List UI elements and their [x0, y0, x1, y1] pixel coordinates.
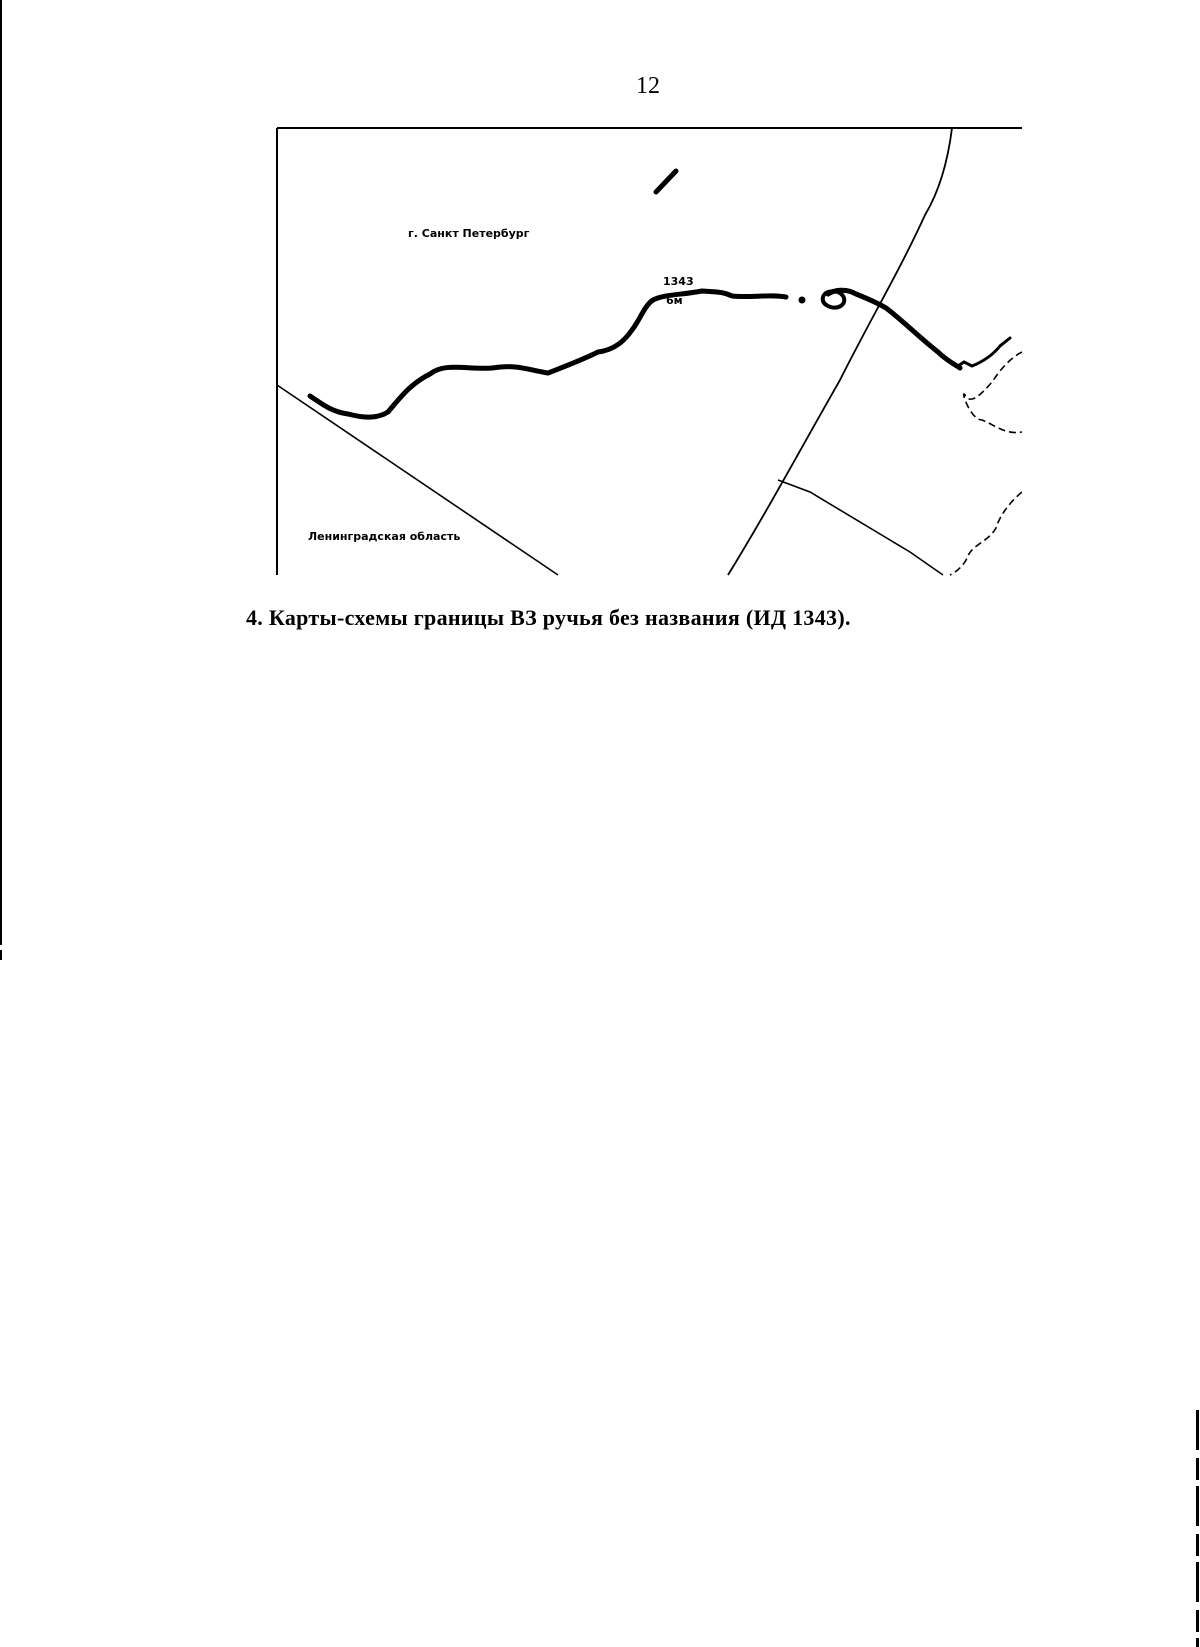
boundary-line-southwest: [277, 385, 558, 575]
page-number: 12: [636, 73, 660, 99]
scan-border-right: [1196, 1410, 1199, 1647]
map-canvas: [270, 120, 1022, 580]
city-label: г. Санкт Петербург: [408, 227, 530, 240]
water-body-outline-lower: [950, 492, 1022, 575]
stream-line-end: [958, 338, 1010, 366]
scan-border-left-tick: [0, 950, 2, 960]
stream-line: [310, 291, 786, 417]
region-label: Ленинградская область: [308, 530, 461, 543]
stream-id-label: 1343: [663, 275, 694, 288]
figure-caption: 4. Карты-схемы границы ВЗ ручья без названия (ИД 1343).: [246, 605, 851, 630]
scan-border-left: [0, 0, 2, 945]
stream-fragment: [656, 171, 676, 192]
boundary-line-east: [778, 480, 943, 575]
stream-line-east: [828, 290, 960, 368]
stream-point: [799, 297, 806, 304]
boundary-line-northeast: [728, 128, 952, 575]
map-scheme: [270, 120, 1022, 580]
stream-length-label: 6м: [666, 294, 683, 307]
water-body-outline-upper: [964, 352, 1022, 433]
